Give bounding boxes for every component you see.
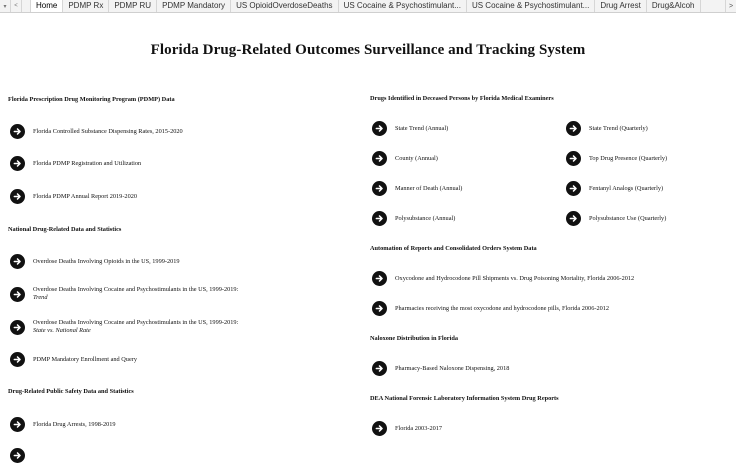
link-label: Oxycodone and Hydrocodone Pill Shipments vs. Drug Poisoning Mortality, Florida 2006-2012 — [395, 274, 635, 282]
section-heading-public-safety: Drug-Related Public Safety Data and Statistics — [8, 388, 134, 395]
link-label-main: Overdose Deaths Involving Cocaine and Psychostimulants in the US, 1999-2019: — [33, 319, 239, 326]
arrow-right-icon — [10, 189, 25, 204]
link-drug-arrests[interactable] — [10, 417, 116, 432]
link-top-drug-presence-quarterly[interactable] — [566, 151, 667, 166]
link-label: State Trend (Annual) — [395, 124, 449, 132]
section-heading-national: National Drug-Related Data and Statistics — [8, 226, 122, 233]
arrow-right-icon — [10, 417, 25, 432]
link-label-sub: State vs. National Rate — [33, 327, 91, 334]
link-label: Polysubstance (Annual) — [395, 214, 456, 222]
arrow-right-icon — [566, 211, 581, 226]
link-label: Overdose Deaths Involving Opioids in the US, 1999-2019 — [33, 257, 180, 265]
link-cocaine-state-vs-national[interactable] — [10, 319, 238, 335]
link-pdmp-registration[interactable] — [10, 156, 141, 171]
link-label — [33, 286, 238, 302]
arrow-right-icon — [372, 301, 387, 316]
link-cut-off[interactable] — [10, 448, 25, 463]
tab-pdmp-rx[interactable]: PDMP Rx — [63, 0, 109, 12]
link-cocaine-trend[interactable] — [10, 286, 238, 302]
tab-us-cocaine-psychostimulant-state[interactable]: US Cocaine & Psychostimulant... — [467, 0, 595, 12]
section-heading-medical-examiners: Drugs Identified in Deceased Persons by Florida Medical Examiners — [370, 95, 554, 102]
link-label: State Trend (Quarterly) — [589, 124, 648, 132]
arrow-right-icon — [10, 287, 25, 302]
tab-us-opioid-overdose-deaths[interactable]: US OpioidOverdoseDeaths — [231, 0, 339, 12]
link-fentanyl-analogs-quarterly[interactable] — [566, 181, 663, 196]
link-dispensing-rates[interactable] — [10, 124, 183, 139]
link-label-sub: Trend — [33, 294, 48, 301]
link-label: Florida 2003-2017 — [395, 424, 443, 432]
arrow-right-icon — [372, 151, 387, 166]
section-heading-arcos: Automation of Reports and Consolidated Orders System Data — [370, 245, 537, 252]
section-heading-naloxone: Naloxone Distribution in Florida — [370, 335, 458, 342]
tab-drug-alcohol[interactable]: Drug&Alcoh — [647, 0, 701, 12]
arrow-right-icon — [10, 352, 25, 367]
tab-scroll-right-button[interactable]: > — [725, 0, 736, 12]
arrow-right-icon — [372, 121, 387, 136]
page-title: Florida Drug-Related Outcomes Surveillance and Tracking System — [150, 42, 586, 58]
link-polysubstance-annual[interactable] — [372, 211, 455, 226]
arrow-right-icon — [372, 361, 387, 376]
arrow-right-icon — [10, 156, 25, 171]
tab-scroll-left-button[interactable]: < — [11, 0, 22, 12]
link-label: Pharmacies receiving the most oxycodone and hydrocodone pills, Florida 2006-2012 — [395, 304, 610, 312]
link-pdmp-annual-report[interactable] — [10, 189, 137, 204]
link-opioid-overdose-deaths[interactable] — [10, 254, 180, 269]
tab-pdmp-ru[interactable]: PDMP RU — [109, 0, 157, 12]
link-label: Florida Controlled Substance Dispensing Rates, 2015-2020 — [33, 127, 183, 135]
link-polysubstance-use-quarterly[interactable] — [566, 211, 666, 226]
arrow-right-icon — [10, 448, 25, 463]
tab-home[interactable]: Home — [31, 0, 63, 12]
tab-us-cocaine-psychostimulant-trend[interactable]: US Cocaine & Psychostimulant... — [339, 0, 467, 12]
tab-drug-arrest[interactable]: Drug Arrest — [595, 0, 646, 12]
link-pill-shipments-vs-mortality[interactable] — [372, 271, 634, 286]
arrow-right-icon — [566, 151, 581, 166]
arrow-right-icon — [566, 121, 581, 136]
link-label: Manner of Death (Annual) — [395, 184, 463, 192]
link-label: Florida PDMP Registration and Utilization — [33, 159, 142, 167]
link-label — [33, 319, 238, 335]
arrow-right-icon — [10, 124, 25, 139]
link-state-trend-quarterly[interactable] — [566, 121, 648, 136]
link-label: Florida Drug Arrests, 1998-2019 — [33, 420, 116, 428]
link-label: Top Drug Presence (Quarterly) — [589, 154, 668, 162]
sheet-tab-bar — [0, 0, 736, 13]
arrow-right-icon — [372, 211, 387, 226]
link-label-main: Overdose Deaths Involving Cocaine and Psychostimulants in the US, 1999-2019: — [33, 286, 239, 293]
arrow-right-icon — [372, 271, 387, 286]
link-label: PDMP Mandatory Enrollment and Query — [33, 355, 137, 363]
arrow-right-icon — [372, 181, 387, 196]
arrow-right-icon — [10, 254, 25, 269]
section-heading-pdmp: Florida Prescription Drug Monitoring Program (PDMP) Data — [8, 96, 175, 103]
link-label: Fentanyl Analogs (Quarterly) — [589, 184, 664, 192]
link-label: Pharmacy-Based Naloxone Dispensing, 2018 — [395, 364, 510, 372]
link-manner-of-death-annual[interactable] — [372, 181, 462, 196]
link-florida-2003-2017[interactable] — [372, 421, 442, 436]
tab-list-dropdown-button[interactable]: ▾ — [0, 0, 11, 12]
link-label: Polysubstance Use (Quarterly) — [589, 214, 667, 222]
tab-pdmp-mandatory[interactable]: PDMP Mandatory — [157, 0, 231, 12]
link-label: Florida PDMP Annual Report 2019-2020 — [33, 192, 138, 200]
link-state-trend-annual[interactable] — [372, 121, 448, 136]
section-heading-dea: DEA National Forensic Laboratory Information System Drug Reports — [370, 395, 559, 402]
arrow-right-icon — [372, 421, 387, 436]
arrow-right-icon — [566, 181, 581, 196]
link-pharmacies-most-pills[interactable] — [372, 301, 609, 316]
arrow-right-icon — [10, 320, 25, 335]
link-county-annual[interactable] — [372, 151, 438, 166]
link-pdmp-mandatory-enrollment[interactable] — [10, 352, 137, 367]
link-naloxone-dispensing[interactable] — [372, 361, 509, 376]
tab-strip-spacer — [22, 0, 31, 12]
link-label: County (Annual) — [395, 154, 438, 162]
